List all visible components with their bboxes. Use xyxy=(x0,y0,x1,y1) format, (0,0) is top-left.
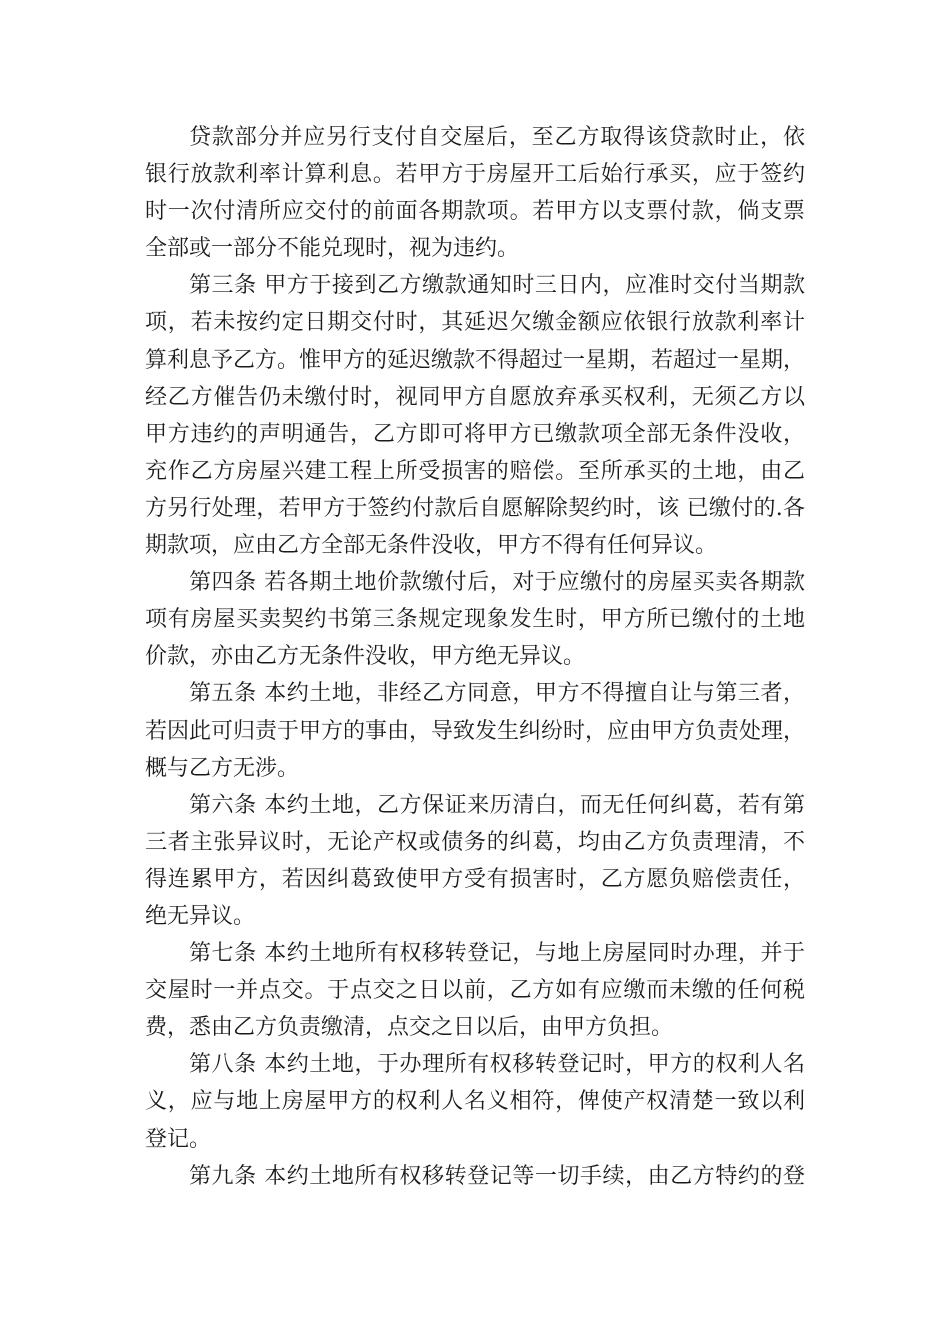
contract-body-text xyxy=(145,119,805,1195)
text-line: 绝无异议。 xyxy=(145,903,256,929)
text-line: 充作乙方房屋兴建工程上所受损害的赔偿。至所承买的土地，由乙 xyxy=(145,458,805,484)
text-line: 得连累甲方，若因纠葛致使甲方受有损害时，乙方愿负赔偿责任， xyxy=(145,866,805,892)
text-line: 期款项，应由乙方全部无条件没收，甲方不得有任何异议。 xyxy=(145,533,718,559)
text-line: 第八条 本约土地，于办理所有权移转登记时，甲方的权利人名 xyxy=(189,1052,805,1078)
text-line: 义，应与地上房屋甲方的权利人名义相符，俾使产权清楚一致以利 xyxy=(145,1089,805,1115)
text-line: 第五条 本约土地，非经乙方同意，甲方不得擅自让与第三者， xyxy=(189,681,805,707)
text-line: 价款，亦由乙方无条件没收，甲方绝无异议。 xyxy=(145,644,586,670)
text-line: 项有房屋买卖契约书第三条规定现象发生时，甲方所已缴付的土地 xyxy=(145,607,805,633)
text-line: 三者主张异议时，无论产权或债务的纠葛，均由乙方负责理清，不 xyxy=(145,829,805,855)
text-line: 第九条 本约土地所有权移转登记等一切手续，由乙方特约的登 xyxy=(189,1163,805,1189)
text-line: 若因此可归责于甲方的事由，导致发生纠纷时，应由甲方负责处理， xyxy=(145,718,806,744)
text-line: 登记。 xyxy=(145,1126,212,1152)
text-line: 交屋时一并点交。于点交之日以前，乙方如有应缴而未缴的任何税 xyxy=(145,978,805,1004)
text-line: 经乙方催告仍未缴付时，视同甲方自愿放弃承买权利，无须乙方以 xyxy=(145,384,805,410)
text-line: 第三条 甲方于接到乙方缴款通知时三日内，应准时交付当期款 xyxy=(189,273,805,299)
text-line: 时一次付清所应交付的前面各期款项。若甲方以支票付款，倘支票 xyxy=(145,199,805,225)
text-line: 银行放款利率计算利息。若甲方于房屋开工后始行承买，应于签约 xyxy=(145,162,805,188)
text-line: 第七条 本约土地所有权移转登记，与地上房屋同时办理，并于 xyxy=(189,941,805,967)
text-line: 方另行处理，若甲方于签约付款后自愿解除契约时，该 已缴付的.各 xyxy=(145,495,805,521)
text-line: 算利息予乙方。惟甲方的延迟缴款不得超过一星期，若超过一星期， xyxy=(145,347,806,373)
text-line: 甲方违约的声明通告，乙方即可将甲方已缴款项全部无条件没收， xyxy=(145,421,805,447)
text-line: 第六条 本约土地，乙方保证来历清白，而无任何纠葛，若有第 xyxy=(189,792,805,818)
text-line: 第四条 若各期土地价款缴付后，对于应缴付的房屋买卖各期款 xyxy=(189,570,805,596)
text-line: 全部或一部分不能兑现时，视为违约。 xyxy=(145,236,520,262)
text-line: 费，悉由乙方负责缴清，点交之日以后，由甲方负担。 xyxy=(145,1015,674,1041)
text-line: 项，若未按约定日期交付时，其延迟欠缴金额应依银行放款利率计 xyxy=(145,310,805,336)
text-line: 贷款部分并应另行支付自交屋后，至乙方取得该贷款时止，依 xyxy=(189,125,805,150)
text-line: 概与乙方无涉。 xyxy=(145,755,300,781)
